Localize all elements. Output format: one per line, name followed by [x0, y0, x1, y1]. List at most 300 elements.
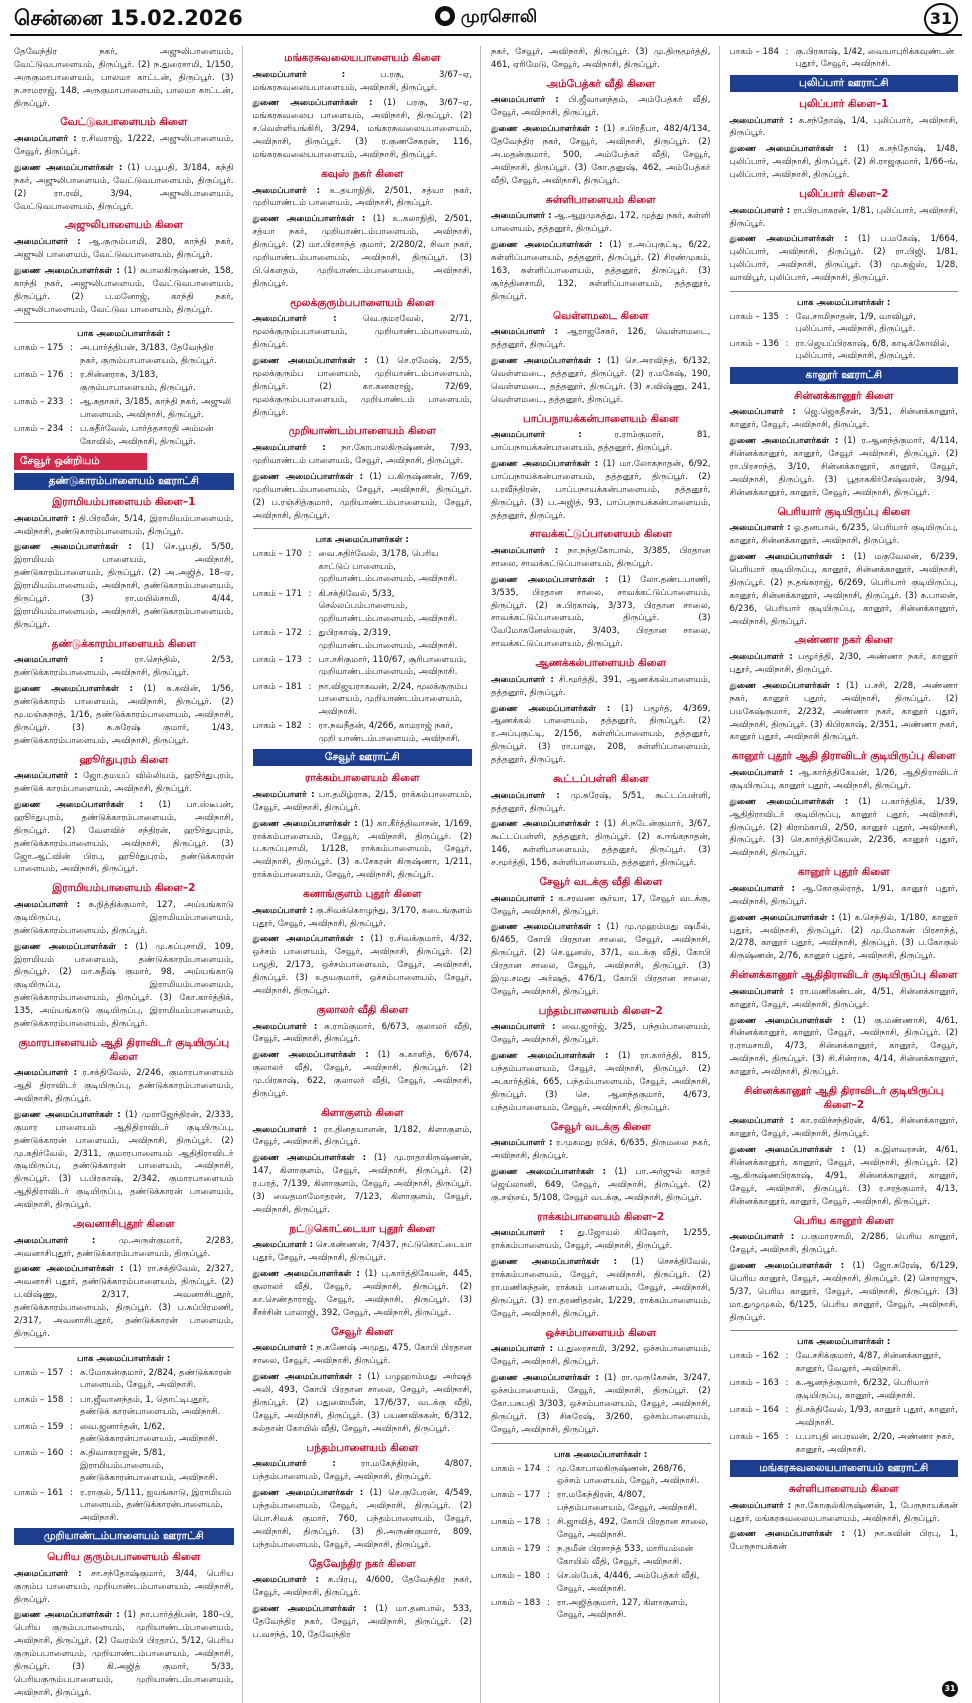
booth-agent-row [491, 1489, 711, 1514]
member-paragraph [491, 893, 711, 919]
member-text: தி.பிரவீன், 5/14, இராமியம்பாளையம், அவிநாசி, தண்டுகாரம்பாளையம், திருப்பூர். [14, 513, 234, 537]
role-label: அமைப்பாளர் : [491, 1022, 556, 1033]
member-text: (1) ச.பிரதீபா, 482/4/134, தேவேந்திர நகர், சேவூர், அவிநாசி, திருப்பூர். (2) அ.மதன்குமார், 500, அம்பேத்கர் வீதி, சேவூர், அவிநாசி, திருப்பூர். (3) கோ.தனுஷ், 462, அம்பேத்கர் வீதி, சேவூர், அவிநாசி, திருப்பூர். [491, 124, 711, 186]
member-paragraph [14, 1568, 234, 1607]
member-paragraph [730, 651, 959, 677]
member-text: சா.சந்தோஷ்குமார், 3/44, பெரிய குரும்ப பாளையம், முறியாண்டம்பாளையம், அவிநாசி, திருப்பூர். [14, 1568, 234, 1605]
member-text: (1) ப.கார்த்திக், 1/39, ஆதிதிராவிடர் குடியிருப்பு, கானூர் புதூர், அவிநாசி, திருப்பூர். (2) கிராம்காமி, 2/50, கானூர் புதூர், அவிநாசி, திருப்பூர். (3) செ.கார்த்திகேயன், 2/236, கானூர் புதூர், அவிநாசி, திருப்பூர். [729, 796, 958, 859]
member-text: (1) சுபாலகிருஷ்ணன், 158, காந்தி நகர், அஜுலிபாளையம், வேட்டுவபாளையம், திருப்பூர். (2) ப.மனோஜ், காந்தி நகர், அஜுலிபாளையம், வேட்டுவ பாளையம், திருப்பூர். [14, 265, 234, 315]
member-text: (1) சி.நடேன்குமார், 3/67, கூட்டப்பள்ளி, தத்தனூர், திருப்பூர். (2) க.ஈங்கநாதன், 146, சுள்ளிபாளையம், தத்தனூர், திருப்பூர். (3) ச.மூர்த்தி, 156, சுள்ளிபாளையம், தத்தனூர், திருப்பூர். [491, 819, 711, 869]
booth-number: பாகம் – 180 [491, 1571, 541, 1582]
panchayat-banner: முறியாண்டம்பாளையம் ஊராட்சி [14, 1528, 234, 1545]
member-paragraph [253, 1124, 473, 1150]
booth-agent-details: சு.திவாகராஜன், 5/81, இராமியம்பாளையம், தண்டுக்காரன்பாளையம், அவிநாசி. [80, 1448, 218, 1484]
member-text: (1) ரா.கார்த்தி, 815, பந்தம்பாளையம், சேவூர், அவிநாசி, திருப்பூர். (2) அ.கார்த்திக், 665, பந்தம்பாளையம், சேவூர், அவிநாசி, திருப்பூர். (3) செ. ஆனந்தகுமார், 4/673, பந்தம்பாளையம், சேவூர், அவிநாசி, திருப்பூர். [491, 1051, 711, 1113]
booth-agent-details: கு.பிரகாஷ், 1/42, வையாபுரிக்கவுண்டன் புதூர், சேவூர், அவிநாசி. [795, 47, 955, 70]
role-label: துணை அமைப்பாளர்கள் : [252, 355, 368, 366]
role-label: அமைப்பாளர் : [729, 1232, 795, 1243]
booth-agent-details: பா.சசிகுமார், 110/67, சூரிபாளையம், முறியாண்டம்பாளையம், அவிநாசி. [318, 655, 467, 678]
branch-title: ராக்கம்பாளையம் கிளை [304, 772, 420, 785]
role-label: துணை அமைப்பாளர்கள் : [491, 124, 599, 135]
member-text: பழூர்த்தி, 2/30, அண்ணா நகர், கானூர் புதூர், அவிநாசி, திருப்பூர். [729, 652, 958, 675]
booth-agent-details: ர.ராகுல், 5/111, ஐயங்காடு, இராமியம் பாளையம், தண்டுக்காரன்பாளையம், அவிநாசி. [80, 1487, 232, 1523]
member-text: நகர், சேவூர், அவிநாசி, திருப்பூர். (3) மு.திருமூர்த்தி, 461, ஏரிமேடு, சேவூர், அவிநாசி, திருப்பூர். [491, 47, 711, 70]
member-paragraph [253, 1603, 473, 1642]
booth-agent-details: வை.சுதிர்வேல், 3/178, பெரிய காட்டுப் பாளையம், முறியாண்டம்பாளையம், அவிநாசி. [318, 549, 458, 585]
colon-separator: : [785, 311, 789, 322]
member-text: (1) மு.முஹம்மது ஷமீல், 6/465, கோபி பிரதான சாலை, சேவூர், அவிநாசி, திருப்பூர். (2) செ.யூனஸ், 37/1, வடக்கு வீதி, கோபி பிரதான சாலை, சேவூர், அவிநாசி, திருப்பூர். (3) இமு.சமது அர்ஷத், 476/1, கோபி பிரதான சாலை, சேவூர், அவிநாசி, திருப்பூர். [491, 922, 711, 997]
booth-agent-details: சி.ஜாவித், 492, கோபி பிரதான சாலை, சேவூர், அவிநாசி. [557, 1517, 709, 1540]
booth-number: பாகம் – 171 [252, 588, 302, 599]
branch-title: சின்னக்கானூர் ஆதிதிராவிடர் குடியிருப்பு கிளை [730, 969, 958, 982]
member-text: கா.ரவிச்சந்திரன், 4/61, சின்னக்கானூர், கானூர், சேவூர், அவிநாசி, திருப்பூர். [729, 1116, 958, 1140]
booth-number: பாகம் – 183 [491, 1598, 541, 1609]
role-label: துணை அமைப்பாளர்கள் : [252, 818, 358, 829]
booth-agent-row [730, 311, 959, 336]
colon-separator: : [308, 721, 312, 732]
member-paragraph [253, 818, 473, 882]
column-1 [14, 46, 243, 1703]
branch-title: ஒச்சம்பாளையம் கிளை [545, 1326, 657, 1339]
member-text: மு.சுரேஷ், 5/51, கூட்டப்பள்ளி, தத்தனூர், திருப்பூர். [491, 790, 711, 814]
role-label: துணை அமைப்பாளர்கள் : [252, 1603, 367, 1614]
booth-agent-row [253, 720, 473, 745]
member-paragraph [491, 239, 711, 303]
role-label: துணை அமைப்பாளர்கள் : [491, 819, 599, 830]
section-divider [253, 528, 473, 529]
member-paragraph [14, 1067, 234, 1106]
branch-title: தண்டுக்காரம்பாளையம் கிளை [51, 637, 196, 650]
member-text: செ.கண்ணன், 7/437, நட்டுகொட்டையா புதூர், சேவூர், அவிநாசி, திருப்பூர். [252, 1240, 472, 1264]
role-label: துணை அமைப்பாளர்கள் : [252, 471, 364, 482]
member-paragraph [730, 883, 959, 909]
member-text: ஓ.தனபால், 6/235, பெரியார் குடியிருப்பு, கானூர், சின்னக்கானூர், அவிநாசி, திருப்பூர். [729, 523, 958, 547]
branch-title: வேட்டுவபாளையம் கிளை [60, 116, 188, 129]
member-text: (1) ஜோ.சுரேஷ், 6/129, பெரிய கானூர், சேவூர், அவிநாசி, திருப்பூர். (2) சொராஜு, 5/37, பெரிய கானூர், சேவூர், அவிநாசி, திருப்பூர். (3) மா.துழுமுகம், 6/125, பெரிய கானூர், சேவூர், அவிநாசி, திருப்பூர். [729, 1260, 958, 1323]
booth-number: பாகம் – 175 [14, 343, 64, 354]
member-paragraph [253, 789, 473, 815]
member-text: (1) பரகு, 3/67–ஏ, மங்கரசுவலைய பாளையம், அவிநாசி, திருப்பூர். (2) ச.வெள்ளியங்கிரி, 3/294, மங்கரசுவலையபாளையம், அவிநாசி, திருப்பூர். (3) ர.குணசேகரன், 116, மங்கரசுவலையபாளையம், அவிநாசி, திருப்பூர். [252, 98, 472, 160]
role-label: துணை அமைப்பாளர்கள் : [491, 703, 611, 714]
member-paragraph [14, 1235, 234, 1261]
booth-number: பாகம் – 178 [491, 1517, 541, 1528]
role-label: அமைப்பாளர் : [252, 905, 314, 916]
role-label: துணை அமைப்பாளர்கள் : [252, 1488, 364, 1499]
role-label: அமைப்பாளர் : [491, 1138, 553, 1149]
colon-separator: : [70, 1448, 73, 1459]
booth-agent-details: ரா.அஜித்குமார், 127, கிளாகுளம், சேவூர், அவிநாசி. [557, 1598, 688, 1621]
booth-number: பாகம் – 163 [729, 1378, 779, 1389]
booth-agent-row [491, 1516, 711, 1541]
booth-agent-row [491, 1597, 711, 1622]
booth-agent-details: செ.ஸ்பேக், 4/446, அம்பேத்கர் வீதி, சேவூர், அவிநாசி. [557, 1571, 700, 1594]
branch-title: அம்பேத்கர் வீதி கிளை [546, 77, 655, 90]
role-label: துணை அமைப்பாளர்கள் : [729, 436, 839, 447]
branch-title: பாப்பநாயக்கன்பாளையம் கிளை [522, 412, 679, 425]
role-label: அமைப்பாளர் : [491, 790, 560, 801]
branch-title: சின்னக்கானூர் கிளை [794, 389, 894, 402]
member-paragraph [14, 683, 234, 747]
booth-agent-details: ஆ.சுதாகர், 3/185, காந்தி நகர், அஜுலி பாளையம், அவிநாசி, திருப்பூர். [80, 397, 232, 420]
branch-title: பெரிய குரும்பபாளையம் கிளை [47, 1551, 201, 1564]
role-label: துணை அமைப்பாளர்கள் : [729, 234, 848, 245]
member-paragraph [730, 1144, 959, 1208]
member-text: ரா.தினதயாளன், 1/182, கிளாகுளம், சேவூர், அவிநாசி, திருப்பூர். [252, 1124, 472, 1148]
booth-agent-row [730, 1377, 959, 1402]
branch-title: சேவூர் வடக்கு கிளை [550, 1120, 651, 1133]
booth-agent-row [730, 46, 959, 71]
booth-agent-row [253, 681, 473, 718]
role-label: அமைப்பாளர் : [729, 883, 795, 894]
member-text: (1) ரா.சக்திவேல், 2/327, அவனாசி புதூர், தண்டுக்காரம்பாளையம், திருப்பூர். (2) ப.விஷ்ணு, 2/317, அவனாசிபுதூர், தண்டுக்காரம்பாளையம், திருப்பூர். (3) ப.சுப்பிரமணி, 2/317, அவனாசிபுதூர், தண்டுக்காரன் பாளையம், திருப்பூர். [14, 1264, 234, 1339]
booth-number: பாகம் – 157 [14, 1367, 64, 1378]
member-text: (1) செ.பூபதி, 5/50, இராமியம் பாளையம், அவிநாசி, தண்டுகாரம்பாளையம், திருப்பூர். (2) அ.அஜித், 18–ஏ, இராமியம்பாளையம், அவிநாசி, தண்டுகாரம்பாளையம், திருப்பூர். (3) ரா.மயில்சாமி, 4/44, இராமியம்பாளையம், அவிநாசி, தண்டுகாரம்பாளையம், திருப்பூர். [14, 542, 234, 630]
booth-agent-list [14, 1367, 234, 1524]
role-label: துணை அமைப்பாளர்கள் : [729, 1529, 845, 1540]
branch-title: சாவக்கட்டுப்பாளையம் கிளை [529, 528, 672, 541]
member-paragraph [491, 1256, 711, 1320]
member-paragraph [14, 799, 234, 876]
role-label: துணை அமைப்பாளர்கள் : [14, 941, 128, 952]
booth-number: பாகம் – 170 [252, 549, 302, 560]
booth-agent-row [253, 627, 473, 652]
member-text: (1) ரா.முருகேசன், 3/247, ஒச்சம்பாளையம், சேவூர், அவிநாசி, திருப்பூர். (2) கோ.பசுபதி 3/303, ஒச்சம்பாளையம், சேவூர், அவிநாசி, திருப்பூர். (3) சிசுரேஷ், 3/260, ஒச்சம்பாளையம், சேவூர், அவிநாசி, திருப்பூர். [491, 1373, 711, 1435]
section-divider [14, 1347, 234, 1348]
branch-title: சேவூர் வடக்கு வீதி கிளை [539, 876, 663, 889]
booth-number: பாகம் – 136 [729, 338, 779, 349]
member-text: (1) நா.கவின் பிரபு, 1, பேருநாயக்கன் [729, 1529, 958, 1553]
role-label: துணை அமைப்பாளர்கள் : [491, 574, 609, 585]
member-paragraph [14, 513, 234, 539]
member-paragraph [253, 1239, 473, 1265]
member-text: ஆ.குரும்பாமி, 280, காந்தி நகர், அஜுலி பாளையம், வேட்டுவபாளையம், திருப்பூர். [14, 237, 234, 260]
booth-agent-details: ரா.ஜெயப்பிரகாஷ், 6/8, காடிக்கோவில், புலிப்பார், அவிநாசி, திருப்பூர். [795, 338, 950, 362]
member-text: (1) பழுஹாம்மது அர்ஷத் அலி, 493, கோபி பிரதான சாலை, சேவூர், அவிநாசி, திருப்பூர். (2) பதுஸையீன், 17/6/37, வடக்கு வீதி, சேவூர், அவிநாசி, திருப்பூர். (3) பயணவிசுகன், 6/312, சுல்தான் கோயில் வீதி, சேவூர், அவிநாசி, திருப்பூர். [252, 1372, 472, 1434]
member-text: (1) லோ.தண்டபாணி, 3/535, பிரதான சாலை, சாவக்கட்டுப்பாளையம், திருப்பூர். (2) சு.பிரகாஷ், 3/373, பிரதான சாலை, சாவக்கட்டுப்பாளையம், திருப்பூர். (3) வேமோகனேஸ்வரன், 3/403, பிரதான சாலை, சாவக்கட்டுப்பாளையம், திருப்பூர். [491, 574, 711, 650]
colon-separator: : [308, 655, 312, 666]
booth-agent-details: ப.பாபுதி பைரவன், 2/20, அண்ணா நகர், கானூர், அவிநாசி. [795, 1432, 955, 1455]
member-text: (1) க.செந்தில், 1/180, கானூர் புதூர், அவிநாசி, திருப்பூர். (2) மு.மோகன் பிரசாந்த், 2/278, கானூர் புதூர், அவிநாசி, திருப்பூர். (3) ப.கோகுல் கிருஷ்ணன், 2/76, கானூர் புதூர், அவிநாசி, திருப்பூர். [729, 912, 958, 962]
member-text: (1) மா.லோகநாதன், 6/92, பாப்பநாயக்கன்பாளையம், தத்தனூர், திருப்பூர். (2) ப.ரவீந்திரன், பாப்பநாயக்கன்பாளையம், தத்தனூர், திருப்பூர். (3) ப.அஜித், 93, பாப்பநாயக்கன்பாளையம், தத்தனூர், திருப்பூர். [491, 458, 711, 521]
role-label: அமைப்பாளர் : [14, 899, 81, 910]
role-label: அமைப்பாளர் : [491, 1344, 554, 1355]
member-text: தேவேந்திர நகர், அஜுலிபாளையம், வேட்டுவபாளையம், திருப்பூர். (2) ந.துரைசாமி, 1/150, அருகுமாபாளையம், பாலமா காட்டன், திருப்பூர். (3) ந.சாமராஜ், 148, அருகுமாபாளையம், பாலமா காட்டன், திருப்பூர். [14, 47, 234, 109]
role-label: அமைப்பாளர் : [491, 546, 559, 557]
member-text: (1) ப.கிருஷ்ணன், 7/69, முறியாண்டம்பாளையம், சேவூர், அவிநாசி, திருப்பூர். (2) ப.ரஞ்சித்குமார், முறியாண்டம்பாளையம், சேவூர், அவிநாசி, திருப்பூர். [252, 471, 472, 521]
member-paragraph [14, 133, 234, 159]
role-label: அமைப்பாளர் : [252, 1124, 317, 1135]
member-text: ந.கணேஷ் அமுது, 475, கோபி பிரதான சாலை, சேவூர், அவிநாசி, திருப்பூர். [252, 1343, 472, 1367]
role-label: துணை அமைப்பாளர்கள் : [252, 214, 366, 225]
role-label: அமைப்பாளர் : [14, 1235, 96, 1246]
role-label: துணை அமைப்பாளர்கள் : [14, 1264, 124, 1275]
member-paragraph [730, 551, 959, 628]
member-text: நா.நந்தகோபால், 3/385, பிரதான சாலை, சாவக்கட்டுப்பாளையம், திருப்பூர். [491, 546, 711, 569]
colon-separator: : [70, 397, 73, 408]
member-text: (1) கா.கீர்த்திவாசன், 1/169, ராக்கம்பாளையம், சேவூர், அவிநாசி, திருப்பூர். (2) ப.கருப்புசாமி, 1/128, ராக்கம்பாளையம், சேவூர், அவிநாசி, திருப்பூர். (3) க.சேகரன் கிருஷ்ணா, 1/211, ராக்கம்பாளையம், சேவூர், அவிநாசி, திருப்பூர். [252, 818, 472, 881]
member-text: து.ஜோயல் கிஷோர், 1/255, ராக்கம்பாளையம், சேவூர், அவிநாசி, திருப்பூர். [491, 1228, 711, 1252]
member-paragraph [253, 1268, 473, 1320]
booth-agent-details: நா.விஜயராகவன், 2/24, மூலக்குரும்ப பாளையம், முறியாண்டம்பாளையம், அவிநாசி. [318, 681, 468, 717]
booth-agent-details: கி.சக்திவேல், 5/33, செல்லப்பம்பாளையம், முறியாண்டம்பாளையம், அவிநாசி. [318, 588, 458, 624]
member-text: (1) சு.கவின், 1/56, தண்டுக்காரம் பாளையம், அவிநாசி, திருப்பூர். (2) மூ.மஞ்சுநாத், 1/16, தண்டுக்காரம்பாளையம், அவிநாசி, திருப்பூர். (3) சு.சுரேஷ் குமார், 1/43, தண்டுக்காரம்பாளையம், அவிநாசி, திருப்பூர். [14, 684, 234, 746]
member-paragraph [491, 326, 711, 352]
booth-agent-row [14, 396, 234, 421]
newspaper-logo-icon [435, 6, 455, 26]
member-text: (1) முராஜேந்திரன், 2/333, குமார பாளையம் ஆதிதிராவிடர் குடியிருப்பு, தண்டுக்காரன் பாளையம், அவிநாசி, திருப்பூர். (2) மு.கதிர்வேல், 2/311, குமாரபாளையம் ஆதிதிராவிடர் குடியிருப்பு, தண்டுக்காரன் பாளையம், அவிநாசி, திருப்பூர். (3) ப.பிரகாஷ், 2/342, குமாரபாளையம் ஆதிதிராவிடர் குடியிருப்பு, தண்டுக்காரன் பாளையம், அவிநாசி, திருப்பூர். [14, 1109, 234, 1211]
branch-title: கனாங்குளம் புதூர் கிளை [303, 888, 422, 901]
branch-title: குமாரபாளையம் ஆதி திராவிடர் குடியிருப்பு கிளை [18, 1036, 230, 1063]
role-label: துணை அமைப்பாளர்கள் : [729, 796, 849, 807]
colon-separator: : [547, 1598, 550, 1609]
booth-agent-details: வே.சசிக்குமார், 4/87, சின்னக்கானூர், கானூர், வேலூர், அவிநாசி. [795, 1351, 942, 1374]
booth-agent-details: வே.சாமிநாதன், 1/9, வாவிபூர், புலிப்பார், அவிநாசி, திருப்பூர். [795, 311, 916, 335]
role-label: அமைப்பாளர் : [491, 327, 559, 338]
member-paragraph [253, 1371, 473, 1435]
branch-title: கூட்டப்பள்ளி கிளை [552, 773, 649, 786]
role-label: அமைப்பாளர் : [729, 407, 796, 418]
member-text: ஆராஜசேகர், 126, வெள்ளமடை, தத்தனூர், திருப்பூர். [491, 327, 711, 351]
booth-agent-details: அ.பார்த்திபன், 3/183, தேவேந்திர நகர், குரும்பாபாளையம், திருப்பூர். [80, 343, 217, 366]
member-paragraph [14, 1109, 234, 1212]
role-label: துணை அமைப்பாளர்கள் : [252, 1269, 360, 1280]
member-text: (1) உ.கலாநிதி, 2/501, சத்யா நகர், முறியாண்டம்பாளையம், அவிநாசி, திருப்பூர். (2) மா.பிரசாந்த் குமார், 2/280/2, சிவா நகர், முறியாண்டம்பாளையம், அவிநாசி, திருப்பூர். (3) பி.கௌதம், முறியாண்டம்பாளையம், அவிநாசி, திருப்பூர். [252, 214, 472, 289]
booth-agent-details: தி.சக்திவேல், 1/93, கானூர் புதூர், கானூர், அவிநாசி. [795, 1405, 958, 1428]
booth-agent-row [14, 369, 234, 394]
member-text: (1) பா.அர்ஜுல் காதர் ஜெய்லானி, 649, சேவூர், அவிநாசி, திருப்பூர். (2) கு.சஞ்சய், 5/108, சேவூர் வடக்கு, அவிநாசி, திருப்பூர். [491, 1167, 711, 1203]
member-text: ர.சிவராஜ், 1/222, அஜுலிபாளையம், சேவூர், திருப்பூர். [14, 134, 234, 157]
member-paragraph [253, 355, 473, 419]
member-text: ப.ரகு, 3/67–ஏ, மங்கரசுவலையபாளையம், அவிநாசி, திருப்பூர். [252, 69, 472, 93]
booth-number: பாகம் – 161 [14, 1487, 64, 1498]
role-label: அமைப்பாளர் : [252, 314, 337, 325]
role-label: துணை அமைப்பாளர்கள் : [14, 1109, 121, 1120]
masthead [10, 0, 962, 36]
role-label: துணை அமைப்பாளர்கள் : [14, 800, 144, 810]
member-paragraph [491, 94, 711, 120]
member-paragraph [253, 1574, 473, 1600]
branch-title: பெரியார் குடியிருப்பு கிளை [777, 505, 911, 518]
branch-title: ஆணக்கல்பாளையம் கிளை [535, 657, 667, 670]
role-label: துணை அமைப்பாளர்கள் : [729, 912, 835, 923]
role-label: அமைப்பாளர் : [491, 430, 582, 441]
booth-number: பாகம் – 162 [729, 1351, 779, 1362]
role-label: துணை அமைப்பாளர்கள் : [729, 1260, 845, 1271]
member-text: (1) ர.ஆனந்த்குமார், 4/114, சின்னக்கானூர், கானூர், சேவூர் அவிநாசி, திருப்பூர். (2) ரா.பிரசாந்த், 3/10, சின்னக்கானூர், கானூர், சேவூர், அவிநாசி, திருப்பூர். (3) பூதாசுகிர்சேஷ்வரன், 3/94, சின்னக்கானூர், கானூர், சேவூர், அவிநாசி, திருப்பூர். [729, 436, 958, 498]
booth-number: பாகம் – 234 [14, 424, 64, 435]
member-paragraph [253, 1049, 473, 1101]
member-text: (1) கு.மண்ணாசி, 4/61, சின்னக்கானூர், கானூர், சேவூர், அவிநாசி, திருப்பூர். (2) ர.ராமசாமி, 4/73, சின்னக்கானூர், கானூர், சேவூர், அவிநாசி, திருப்பூர். (3) சி.சின்ராசு, 4/14, சின்னக்கானூர், கானூர், அவிநாசி, திருப்பூர். [729, 1015, 958, 1078]
member-paragraph [14, 236, 234, 262]
member-paragraph [14, 654, 234, 680]
member-paragraph [730, 143, 959, 182]
booth-agent-list [730, 46, 959, 71]
role-label: துணை அமைப்பாளர்கள் : [14, 684, 133, 695]
colon-separator: : [70, 1487, 73, 1498]
member-paragraph [730, 205, 959, 231]
member-paragraph [491, 790, 711, 816]
branch-title: தேவேந்திர நகர் கிளை [308, 1557, 416, 1570]
member-paragraph [253, 442, 473, 468]
role-label: அமைப்பாளர் : [491, 674, 554, 685]
member-paragraph [14, 46, 234, 110]
booth-agent-row [253, 654, 473, 679]
role-label: துணை அமைப்பாளர்கள் : [491, 458, 599, 469]
role-label: அமைப்பாளர் : [252, 1343, 314, 1354]
colon-separator: : [70, 370, 73, 381]
member-paragraph [730, 796, 959, 860]
member-paragraph [491, 921, 711, 998]
booth-agent-list [253, 548, 473, 745]
member-paragraph [253, 313, 473, 352]
member-paragraph [730, 1231, 959, 1257]
role-label: அமைப்பாளர் : [729, 1500, 792, 1511]
role-label: துணை அமைப்பாளர்கள் : [491, 922, 601, 933]
section-divider [491, 1443, 711, 1444]
member-paragraph [253, 1458, 473, 1484]
role-label: அமைப்பாளர் : [14, 1068, 78, 1079]
member-text: (1) மு.சுப்புசாமி, 109, இராமியம் பாளையம், தண்டுக்காரம்பாளையம், திருப்பூர். (2) மா.சுதீஷ் குமார், 98, அய்யங்காடு குடியிருப்பு, இராமியம்பாளையம், தண்டுக்காரம்பாளையம், திருப்பூர். (3) கோ.கார்த்திக், 135, அய்யங்காடு குடியிருப்பு, இராமியம்பாளையம், தண்டுக்காரம்பாளையம், திருப்பூர். [14, 941, 234, 1029]
member-paragraph [491, 818, 711, 870]
member-text: (1) மு.ராதாகிருஷ்ணன், 147, கிளாகுளம், சேவூர், அவிநாசி, திருப்பூர். (2) ர.பரத், 7/139, கிளாகுளம், சேவூர், அவிநாசி, திருப்பூர். (3) வைதமாமோதரன், 7/123, கிளாகுளம், சேவூர், அவிநாசி, திருப்பூர். [252, 1153, 472, 1215]
booth-agent-details: க.ஆனந்த்குமார், 6/232, பெரியார் குடியிருப்பு, கானூர், அவிநாசி. [795, 1378, 929, 1401]
member-paragraph [730, 986, 959, 1012]
member-text: (1) பழூர்த், 4/369, ஆணக்கல் பாளையம், தத்தனூர், திருப்பூர். (2) ர.அப்புகுட்டி, 2/156, சுள்ளிப்பாளையம், தத்தனூர், திருப்பூர். (3) ரா.பாலு, 208, சுள்ளிப்பாளையம், தத்தனூர், திருப்பூர். [491, 703, 711, 766]
paper-title: முரசொலி [460, 7, 538, 27]
panchayat-banner: தண்டுகாரம்பாளையம் ஊராட்சி [14, 473, 234, 490]
role-label: அமைப்பாளர் : [14, 1568, 82, 1579]
role-label: துணை அமைப்பாளர்கள் : [252, 1153, 367, 1164]
member-paragraph [730, 1260, 959, 1324]
booth-agent-details: பா.ஜீவானந்தம், 1, தொட்டிபுதூர், தண்டுக் காரன்பாளையம், அவிநாசி. [80, 1394, 221, 1418]
member-paragraph [253, 97, 473, 161]
branch-title: மூலக்குரும்பபாளையம் கிளை [290, 296, 435, 309]
member-text: ப.குமாரசாமி, 2/286, பெரிய கானூர், சேவூர், அவிநாசி, திருப்பூர். [729, 1232, 958, 1256]
member-text: நா.கோபாலகிருஷ்ணன், 7/93, முறியாண்டம் பாளையம், சேவூர், அவிநாசி, திருப்பூர். [252, 443, 472, 466]
booth-number: பாகம் – 174 [491, 1463, 541, 1474]
member-text: பா.தமிழ்ராசு, 2/15, ராக்கம்பாளையம், சேவூர், அவிநாசி, திருப்பூர். [252, 789, 472, 813]
column-4 [730, 46, 959, 1703]
member-paragraph [491, 1372, 711, 1436]
member-paragraph [730, 1115, 959, 1141]
member-paragraph [730, 680, 959, 744]
member-text: க.சரவண சூர்யா, 17, சேவூர் வடக்கு, சேவூர், அவிநாசி, திருப்பூர். [491, 893, 711, 917]
branch-title: பெரிய கானூர் கிளை [793, 1214, 894, 1227]
member-text: (1) செ.குபேரன், 4/549, பந்தம்பாளையம், சேவூர், அவிநாசி, திருப்பூர். (2) பொ.சிவக் குமார், 760, பந்தம்பாளையம், சேவூர், அவிநாசி, திருப்பூர். (3) தி.அருண்குமார், 809, பந்தம்பாளையம், சேவூர், அவிநாசி, திருப்பூர். [252, 1488, 472, 1550]
member-paragraph [730, 522, 959, 548]
member-text: ர.சக்திவேல், 2/246, குமாரபாளையம் ஆதி திராவிடர் குடியிருப்பு, தண்டுக்காரம்பாளையம், அவிநாசி, திருப்பூர். [14, 1068, 234, 1104]
member-paragraph [253, 1487, 473, 1551]
member-paragraph [730, 1528, 959, 1554]
booth-agents-heading: பாக அமைப்பாளர்கள் : [554, 1449, 648, 1460]
column-3 [491, 46, 720, 1703]
member-paragraph [730, 435, 959, 499]
member-text: சு.நித்திக்குமார், 127, அய்யங்காடு குடியிருப்பு, இராமியம்பாளையம், தண்டுக்காரம்பாளையம், திருப்பூர். [14, 899, 234, 936]
branch-title: வெள்ளமடை கிளை [552, 309, 649, 322]
booth-number: பாகம் – 181 [252, 681, 302, 692]
member-text: (1) ர.சிவக்குமார், 4/32, ஒச்சம் பாளையம், சேவூர், அவிநாசி, திருப்பூர். (2) பழூதி, 2/173, ஒச்சம்பாளையம், சேவூர், அவிநாசி, திருப்பூர். (3) உதயகுமார், ஒச்சம்பாளையம், சேவூர், அவிநாசி, திருப்பூர். [252, 934, 472, 997]
role-label: துணை அமைப்பாளர்கள் : [14, 1610, 120, 1621]
member-paragraph [253, 185, 473, 211]
branch-title: மங்கரசுவலையபாளையம் கிளை [284, 52, 441, 64]
booth-agent-details: ந.தமீன் பிரசாந்த் 533, மாரியம்மன் கோயில் வீதி, சேவூர், அவிநாசி. [557, 1544, 694, 1567]
booth-agent-row [14, 1367, 234, 1392]
member-paragraph [491, 458, 711, 522]
branch-title: ராக்கம்பாளையம் கிளை–2 [537, 1210, 665, 1223]
role-label: அமைப்பாளர் : [491, 211, 552, 222]
role-label: அமைப்பாளர் : [491, 95, 559, 106]
role-label: அமைப்பாளர் : [252, 185, 321, 196]
member-paragraph [491, 1166, 711, 1205]
booth-agent-row [14, 1447, 234, 1484]
member-paragraph [253, 213, 473, 290]
branch-title: கிளாகுளம் கிளை [321, 1106, 404, 1119]
branch-title: சின்னக்கானூர் ஆதி திராவிடர் குடியிருப்பு கிளை–2 [744, 1085, 944, 1111]
role-label: துணை அமைப்பாளர்கள் : [491, 240, 603, 251]
member-text: (1) ப.பூபதி, 3/184, கந்தி நகர், அஜுலிபாளையம், வேட்டுவபாளையம், திருப்பூர். (2) ரா.ரவி, 3/94, அஜுலிபாளையம், வேட்டுவபாளையம், திருப்பூர். [14, 162, 234, 212]
booth-agent-details: ர.சின்னராசு, 3/183, குரும்பாபாளையம், திருப்பூர். [80, 370, 196, 393]
booth-agent-row [14, 1421, 234, 1446]
booth-agent-details: வை.ஜனார்தன், 1/62, தண்டுக்காரன்பாளையம், அவிநாசி. [80, 1421, 218, 1444]
role-label: துணை அமைப்பாளர்கள் : [729, 1015, 845, 1026]
role-label: துணை அமைப்பாளர்கள் : [729, 144, 848, 155]
member-paragraph [491, 210, 711, 236]
role-label: துணை அமைப்பாளர்கள் : [491, 355, 601, 366]
booth-agent-row [14, 423, 234, 448]
column-2 [253, 46, 482, 1703]
member-paragraph [730, 115, 959, 141]
member-text: சி.மூர்த்தி, 391, ஆணக்கல்பாளையம், தத்தனூர், திருப்பூர். [491, 674, 711, 698]
member-paragraph [14, 1609, 234, 1699]
branch-title: குலாலர் வீதி கிளை [316, 1003, 409, 1016]
member-text: வை.ஜார்ஜ், 3/25, பந்தம்பாளையம், சேவூர், அவிநாசி, திருப்பூர். [491, 1022, 711, 1046]
member-text: (1) ப.மகேஷ், 1/664, புலிப்பார், அவிநாசி, திருப்பூர். (2) ரா.பிஜி, 1/81, புலிப்பார், அவிநாசி, திருப்பூர். (3) மு.கஜ்ஸ், 1/28, வாவிபூர், புலிப்பார், அவிநாசி, திருப்பூர். [729, 234, 958, 284]
paper-name [10, 6, 962, 29]
branch-title: புலிப்பார் கிளை–2 [799, 188, 889, 200]
member-paragraph [491, 429, 711, 455]
colon-separator: : [785, 1405, 789, 1416]
member-text: வெ.குமரவேல், 2/71, மூலக்குரும்பபாளையம், முறியாண்டம்பாளையம், திருப்பூர். [252, 314, 472, 351]
colon-separator: : [70, 1421, 73, 1432]
branch-title: முறியாண்டம்பாளையம் கிளை [288, 425, 436, 438]
member-text: ஜோ.தமயப் வில்லியம், ஹூர்துபுரம், தண்டுக் காரம்பாளையம், அவிநாசி, திருப்பூர். [14, 771, 234, 795]
member-text: சு.பிரபு, 4/600, தேவேந்திர நகர், சேவூர், அவிநாசி, திருப்பூர். [252, 1575, 472, 1599]
branch-title: சுள்ளிபாளையம் கிளை [545, 193, 656, 206]
member-paragraph [491, 123, 711, 187]
member-paragraph [491, 545, 711, 571]
member-text: (1) மா.தனபால், 533, தேவேந்திர நகர், சேவூர், அவிநாசி, திருப்பூர். (2) ப.வசந்த், 10, தேவேந்திர [252, 1603, 472, 1640]
role-label: துணை அமைப்பாளர்கள் : [14, 162, 123, 173]
booth-agent-row [14, 342, 234, 367]
member-paragraph [253, 933, 473, 997]
colon-separator: : [547, 1490, 550, 1501]
colon-separator: : [547, 1571, 550, 1582]
role-label: துணை அமைப்பாளர்கள் : [252, 934, 364, 945]
role-label: அமைப்பாளர் : [491, 1228, 564, 1239]
role-label: அமைப்பாளர் : [252, 69, 346, 80]
role-label: துணை அமைப்பாளர்கள் : [252, 1372, 362, 1383]
member-text: (1) க.சந்தோஷ், 1/48, புலிப்பார், அவிநாசி, திருப்பூர். (2) சி.ராஜகுமார், 1/66–ங், புலிப்பார், அவிநாசி, திருப்பூர். [729, 144, 958, 181]
member-text: ரா.மகேந்திரன், 4/807, பந்தம்பாளையம், சேவூர், அவிநாசி, திருப்பூர். [252, 1459, 472, 1483]
colon-separator: : [70, 1394, 73, 1405]
role-label: அமைப்பாளர் : [729, 115, 794, 126]
section-divider [14, 322, 234, 323]
panchayat-banner: சேவூர் ஊராட்சி [253, 749, 473, 766]
colon-separator: : [547, 1544, 550, 1555]
branch-title: பந்தம்பாளையம் கிளை–2 [538, 1004, 663, 1017]
page-number: 31 [924, 3, 958, 35]
member-paragraph [253, 1021, 473, 1047]
